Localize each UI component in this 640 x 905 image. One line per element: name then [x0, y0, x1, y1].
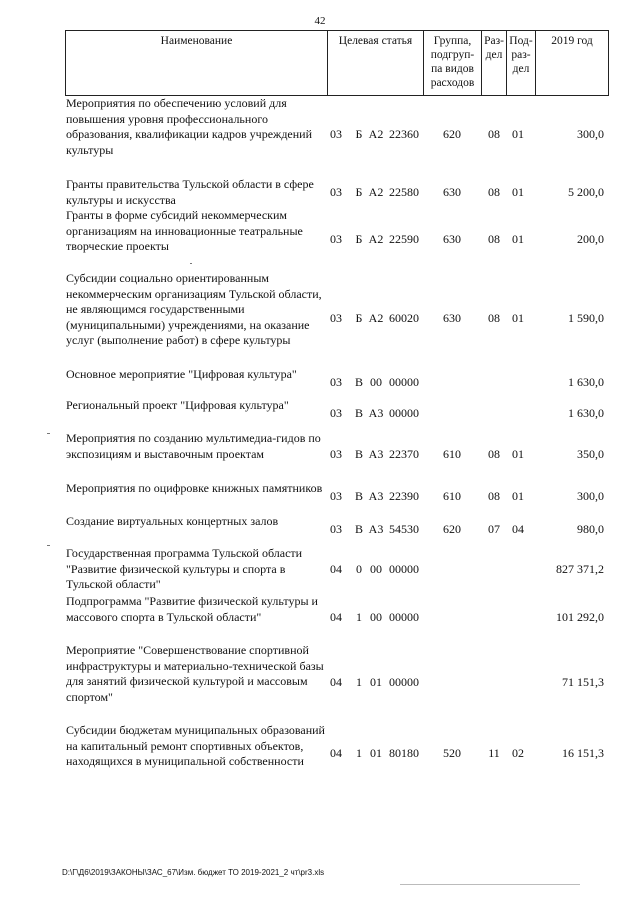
- row-sum: 1 630,0: [568, 406, 604, 420]
- row-name: Подпрограмма "Развитие физической культуры и массового спорта в Тульской области": [66, 594, 318, 624]
- row-razdel: 08: [488, 127, 500, 141]
- row-sum: 300,0: [577, 489, 604, 503]
- header-group-line: расходов: [430, 77, 475, 89]
- row-pr: 0: [356, 562, 362, 576]
- header-podrazdel-line: Под-: [509, 35, 533, 47]
- row-pr: Б: [355, 311, 363, 325]
- header-name-cell: [65, 30, 328, 96]
- row-tp: 01: [370, 675, 382, 689]
- row-kv: 04: [330, 562, 342, 576]
- row-tp: 00: [370, 610, 382, 624]
- row-nm: 22360: [389, 127, 419, 141]
- scan-speck: [47, 433, 50, 434]
- scan-speck: [47, 545, 50, 546]
- row-razdel: 08: [488, 447, 500, 461]
- row-sum: 300,0: [577, 127, 604, 141]
- row-group: 630: [443, 311, 461, 325]
- row-kv: 03: [330, 522, 342, 536]
- row-nm: 54530: [389, 522, 419, 536]
- row-podrazdel: 01: [512, 489, 524, 503]
- row-pr: В: [354, 489, 363, 503]
- row-pr: В: [354, 522, 363, 536]
- row-razdel: 08: [488, 489, 500, 503]
- header-group-line: подгруп-: [430, 49, 475, 61]
- row-sum: 1 590,0: [568, 311, 604, 325]
- row-sum: 350,0: [577, 447, 604, 461]
- row-group: 620: [443, 522, 461, 536]
- row-kv: 03: [330, 375, 342, 389]
- row-name: Региональный проект "Цифровая культура": [66, 398, 289, 412]
- row-sum: 980,0: [577, 522, 604, 536]
- row-nm: 00000: [389, 675, 419, 689]
- row-tp: 00: [370, 375, 382, 389]
- header-podrazdel-line: раз-: [511, 49, 531, 61]
- row-name: Гранты правительства Тульской области в сфере культуры и искусства: [66, 177, 314, 207]
- row-nm: 00000: [389, 562, 419, 576]
- row-kv: 04: [330, 610, 342, 624]
- row-pr: 1: [356, 746, 362, 760]
- row-razdel: 11: [488, 746, 500, 760]
- header-razdel-line: Раз-: [484, 35, 504, 47]
- row-sum: 101 292,0: [556, 610, 604, 624]
- row-group: 610: [443, 489, 461, 503]
- row-podrazdel: 01: [512, 447, 524, 461]
- row-name: Субсидии бюджетам муниципальных образований на капитальный ремонт спортивных объектов, находящихся в муниципальной собственности: [66, 723, 325, 769]
- header-target-article: Целевая статья: [338, 35, 413, 47]
- row-podrazdel: 01: [512, 127, 524, 141]
- row-nm: 22590: [389, 232, 419, 246]
- row-kv: 03: [330, 185, 342, 199]
- header-name: Наименование: [160, 35, 233, 47]
- header-year: 2019 год: [551, 35, 593, 47]
- row-nm: 00000: [389, 406, 419, 420]
- row-pr: Б: [355, 232, 363, 246]
- row-nm: 00000: [389, 610, 419, 624]
- row-tp: А2: [368, 185, 384, 199]
- row-group: 630: [443, 232, 461, 246]
- row-nm: 00000: [389, 375, 419, 389]
- scan-speck: [400, 884, 580, 885]
- row-tp: А2: [368, 232, 384, 246]
- row-razdel: 08: [488, 232, 500, 246]
- header-group-cell: [423, 30, 482, 96]
- row-group: 630: [443, 185, 461, 199]
- row-kv: 04: [330, 746, 342, 760]
- row-podrazdel: 02: [512, 746, 524, 760]
- row-tp: А3: [368, 522, 384, 536]
- row-name: Государственная программа Тульской области "Развитие физической культуры и спорта в Тульской области": [66, 546, 303, 592]
- row-sum: 1 630,0: [568, 375, 604, 389]
- row-tp: 00: [370, 562, 382, 576]
- row-tp: А3: [368, 489, 384, 503]
- row-tp: А3: [368, 406, 384, 420]
- row-podrazdel: 01: [512, 232, 524, 246]
- row-pr: Б: [355, 185, 363, 199]
- row-tp: А2: [368, 311, 384, 325]
- row-kv: 03: [330, 406, 342, 420]
- row-sum: 200,0: [577, 232, 604, 246]
- row-name: Гранты в форме субсидий некоммерческим организациям на инновационные театральные творческие проекты: [66, 208, 303, 254]
- row-sum: 71 151,3: [562, 675, 604, 689]
- row-name: Мероприятия по созданию мультимедиа-гидов по экспозициям и выставочным проектам: [66, 431, 321, 461]
- row-nm: 60020: [389, 311, 419, 325]
- row-kv: 03: [330, 447, 342, 461]
- row-kv: 03: [330, 489, 342, 503]
- row-name: Основное мероприятие "Цифровая культура": [66, 367, 297, 381]
- row-podrazdel: 01: [512, 185, 524, 199]
- row-sum: 16 151,3: [562, 746, 604, 760]
- row-pr: В: [354, 406, 363, 420]
- row-group: 620: [443, 127, 461, 141]
- header-group-line: Группа,: [433, 35, 472, 47]
- header-razdel-cell: [481, 30, 507, 96]
- row-nm: 80180: [389, 746, 419, 760]
- row-name: Субсидии социально ориентированным некоммерческим организациям Тульской области, не являющимся государственными (муниципальными) учреждениями, на оказание услуг (выполнение работ) в сфере культуры: [66, 271, 322, 348]
- row-sum: 827 371,2: [556, 562, 604, 576]
- row-nm: 22370: [389, 447, 419, 461]
- row-name: Создание виртуальных концертных залов: [66, 514, 279, 528]
- row-tp: 01: [370, 746, 382, 760]
- header-year-cell: [535, 30, 609, 96]
- row-tp: А2: [368, 127, 384, 141]
- row-kv: 03: [330, 127, 342, 141]
- row-name: Мероприятие "Совершенствование спортивной инфраструктуры и материально-технической базы для занятий физической культурой и массовым спортом": [66, 643, 324, 704]
- row-name: Мероприятия по обеспечению условий для повышения уровня профессионального образования, квалификации кадров учреждений культуры: [66, 96, 313, 157]
- row-tp: А3: [368, 447, 384, 461]
- row-podrazdel: 04: [512, 522, 524, 536]
- row-razdel: 07: [488, 522, 500, 536]
- row-pr: В: [354, 375, 363, 389]
- page-number: 42: [314, 15, 326, 27]
- header-podrazdel-line: дел: [512, 63, 530, 75]
- scan-speck: [190, 263, 192, 264]
- row-pr: 1: [356, 610, 362, 624]
- row-group: 610: [443, 447, 461, 461]
- header-podrazdel-cell: [506, 30, 536, 96]
- header-target-cell: [327, 30, 424, 96]
- row-pr: Б: [355, 127, 363, 141]
- row-kv: 04: [330, 675, 342, 689]
- row-kv: 03: [330, 311, 342, 325]
- header-razdel-line: дел: [485, 49, 503, 61]
- row-razdel: 08: [488, 185, 500, 199]
- row-name: Мероприятия по оцифровке книжных памятников: [66, 481, 323, 495]
- row-kv: 03: [330, 232, 342, 246]
- row-sum: 5 200,0: [568, 185, 604, 199]
- file-path-footer: D:\Г\Д6\2019\ЗАКОНЫ\ЗАС_67\Изм. бюджет ТО 2019-2021_2 чт\pr3.xls: [62, 868, 325, 877]
- row-nm: 22390: [389, 489, 419, 503]
- row-pr: В: [354, 447, 363, 461]
- row-nm: 22580: [389, 185, 419, 199]
- row-pr: 1: [356, 675, 362, 689]
- row-group: 520: [443, 746, 461, 760]
- header-group-line: па видов: [431, 63, 474, 75]
- row-razdel: 08: [488, 311, 500, 325]
- row-podrazdel: 01: [512, 311, 524, 325]
